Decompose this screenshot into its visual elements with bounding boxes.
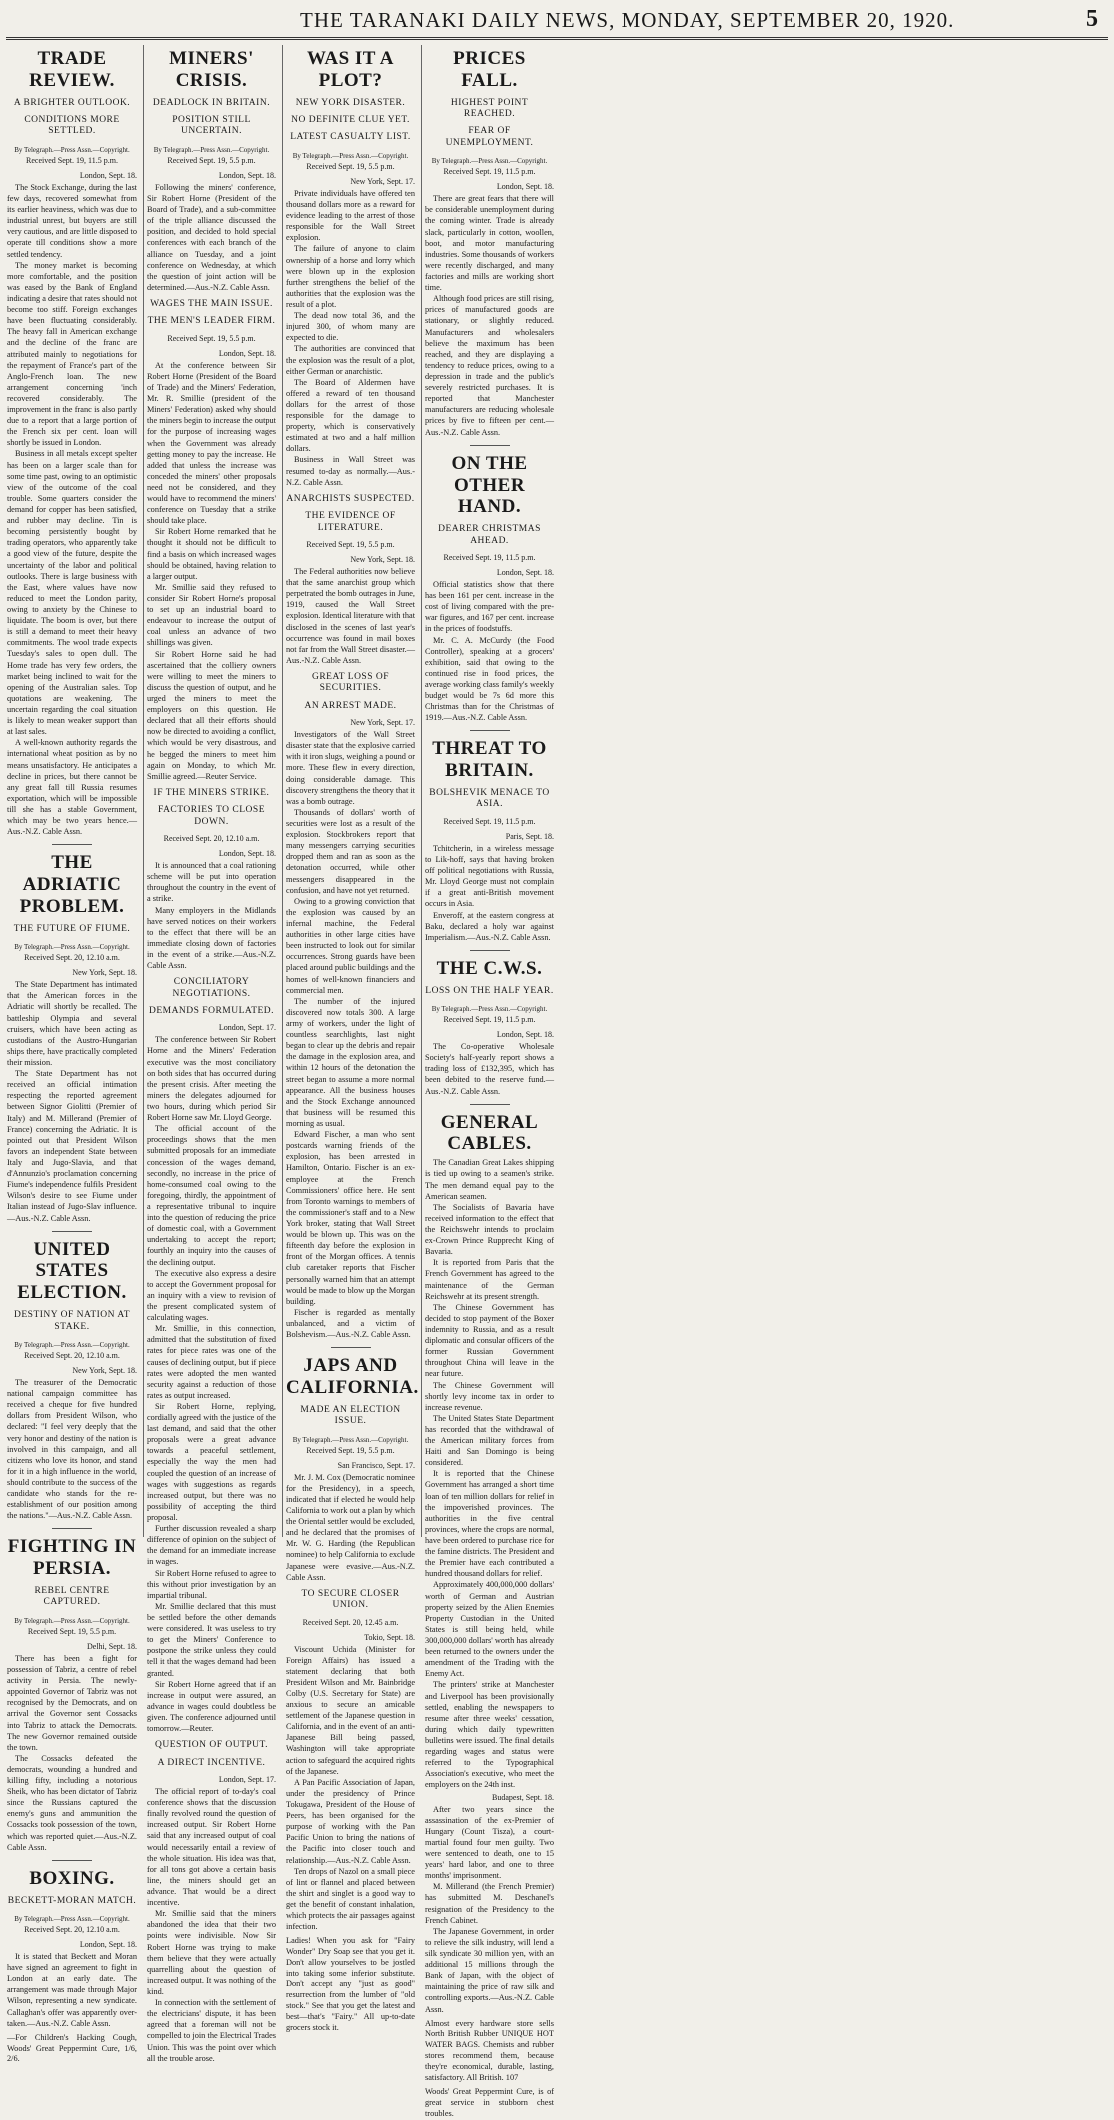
paragraph: Mr. Smillie declared that this must be settled before the other demands were considered. It was useless to try to get the Miners' Conference to postpone the strike unless they could tell it that the wages demand had been granted. xyxy=(147,1601,276,1678)
paragraph: There has been a fight for possession of Tabriz, a centre of rebel activity in Persia. The newly-appointed Governor of Tabriz was not recognised by the Democrats, and on arrival the Governor sent Cossacks into Tabriz to attack the Democrats. The new Governor remained outside the town. xyxy=(7,1653,137,1752)
paragraph: It is stated that Beckett and Moran have signed an agreement to fight in London at an early date. The arrangement was made through Major Wilson, representing a new syndicate. Callaghan's offer was apparently over-taken.—Aus.-N.Z. Cable Assn. xyxy=(7,1952,137,2028)
subheading: DEARER CHRISTMAS AHEAD. xyxy=(438,524,541,546)
subheading: BECKETT-MORAN MATCH. xyxy=(7,1895,137,1906)
byline: By Telegraph.—Press Assn.—Copyright. xyxy=(14,145,130,154)
dateline: Tokio, Sept. 18. xyxy=(364,1632,415,1642)
paragraph: Sir Robert Horne, replying, cordially agreed with the justice of the last demand, and said that the other proposals were a great advance towards a peaceful settlement, especially the way the men had coupled the question of an increase of wages with suggestions as regards increased output, but there was no possibility of accepting the third proposal. xyxy=(147,1401,276,1523)
received-line: Received Sept. 19, 5.5 p.m. xyxy=(306,539,395,549)
dateline: London, Sept. 18. xyxy=(496,567,554,577)
subheading: NEW YORK DISASTER. xyxy=(295,97,406,108)
paragraph: Many employers in the Midlands have served notices on their workers to the effect that there will be an immediate closing down of factories in the event of a strike.—Aus.-N.Z. Cable Assn. xyxy=(147,905,276,971)
masthead xyxy=(0,0,1114,42)
dateline: New York, Sept. 17. xyxy=(350,176,415,186)
paragraph: The State Department has intimated that the American forces in the Adriatic will shortly be recalled. The battleship Olympia and several cruisers, which have been acting as custodians of the Austro-Hungarian ships there, have practically completed their mission. xyxy=(7,980,137,1067)
subheading: QUESTION OF OUTPUT. xyxy=(154,1740,269,1751)
byline: By Telegraph.—Press Assn.—Copyright. xyxy=(14,1616,130,1625)
paragraph: Sir Robert Horne agreed that if an increase in output were assured, an advance in wages could doubtless be given. The conference adjourned until tomorrow.—Reuter. xyxy=(147,1679,276,1734)
subheading: LOSS ON THE HALF YEAR. xyxy=(425,985,554,996)
paragraph: The Board of Aldermen have offered a reward of ten thousand dollars for the arrest of those responsible for the damage to property, which is conservatively estimated at two and a half million dollars. xyxy=(286,377,415,454)
paragraph: Official statistics show that there has been 161 per cent. increase in the cost of living compared with the pre-war figures, and 167 per cent. increase in the prices of foodstuffs. xyxy=(425,579,554,634)
received-line: Received Sept. 20, 12.10 a.m. xyxy=(24,1350,120,1360)
headline: THREAT TO BRITAIN. xyxy=(432,738,547,782)
headline: WAS IT A PLOT? xyxy=(306,48,395,91)
paragraph: After two years since the assassination of the ex-Premier of Hungary (Count Tisza), a court-martial found four men guilty. Two were sentenced to death, one to 15 years' hard labor, and one to three months' imprisonment. xyxy=(425,1804,554,1881)
byline: By Telegraph.—Press Assn.—Copyright. xyxy=(431,1005,548,1014)
paragraph: Mr. Smillie said that the miners abandoned the idea that their two points were indivisible. Now Sir Robert Horne was trying to make them believe that they were actually quarrelling about the question of increased output. It was nothing of the kind. xyxy=(147,1909,276,1996)
subheading: A DIRECT INCENTIVE. xyxy=(157,1757,266,1768)
headline: BOXING. xyxy=(29,1867,115,1889)
masthead-rule xyxy=(6,37,1108,40)
dateline: London, Sept. 18. xyxy=(218,170,276,180)
paragraph: M. Millerand (the French Premier) has submitted M. Deschanel's resignation of the Presidency to the French Cabinet. xyxy=(425,1882,554,1925)
paragraph: Mr. Smillie said they refused to consider Sir Robert Horne's proposal to set up an industrial board to endeavour to increase the output of coal unless an advance of two shillings was given. xyxy=(147,582,276,648)
paragraph: Sir Robert Horne said he had ascertained that the colliery owners were willing to meet the miners to discuss the question of output, and he urged the miners to meet the employers on this question. He declared that all their efforts should now be directed to avoiding a conflict, which would be very disastrous, and he begged the miners to meet him again on Monday, to which Mr. Smillie agreed.—Reuter Service. xyxy=(147,649,276,781)
paragraph: A well-known authority regards the international wheat position as by no means unsatisfactory. He anticipates a decline in prices, but there cannot be any great fall till Russia resumes exportation, which will be impossible till she has a stable Government, which may be two years hence.—Aus.-N.Z. Cable Assn. xyxy=(7,738,137,837)
headline: THE ADRIATIC PROBLEM. xyxy=(19,852,125,917)
dateline: London, Sept. 18. xyxy=(496,1030,554,1040)
paragraph: Approximately 400,000,000 dollars' worth of German and Austrian property seized by the Alien Enemies Property Custodian in the United States is still being held, while 300,000,000 dollars' worth has already been returned to the owners under the amendment of the Trading with the Enemy Act. xyxy=(425,1580,554,1679)
received-line: Received Sept. 19, 5.5 p.m. xyxy=(306,1445,395,1455)
received-line: Received Sept. 19, 11.5 p.m. xyxy=(443,816,536,826)
paragraph: The Socialists of Bavaria have received information to the effect that the Reichswehr intends to proclaim ex-Crown Prince Rupprecht King of Bavaria. xyxy=(425,1202,554,1257)
paragraph: A Pan Pacific Association of Japan, under the presidency of Prince Tokugawa, President of the House of Peers, has been organised for the purpose of working with the Pan Pacific Union to bring the nations of the Pacific into closer touch and relationship.—Aus.-N.Z. Cable Assn. xyxy=(286,1777,415,1865)
subheading: REBEL CENTRE CAPTURED. xyxy=(34,1586,110,1608)
subheading: BOLSHEVIK MENACE TO ASIA. xyxy=(429,788,550,810)
paragraph: The Federal authorities now believe that the same anarchist group which perpetrated the bomb outrages in June, 1919, caused the Wall Street explosion. Identical literature with that disclosed in the scenes of last year's occurrence was found in mail boxes not far from the Wall Street disaster.—Aus.-N.Z. Cable Assn. xyxy=(286,566,415,665)
subheading: HIGHEST POINT REACHED. xyxy=(450,97,529,120)
received-line: Received Sept. 20, 12.10 a.m. xyxy=(24,953,120,963)
article-separator xyxy=(331,1347,371,1348)
article-separator xyxy=(52,1231,92,1232)
subheading: LATEST CASUALTY LIST. xyxy=(290,132,411,143)
byline: By Telegraph.—Press Assn.—Copyright. xyxy=(431,157,548,166)
headline: THE C.W.S. xyxy=(436,957,543,979)
article-separator xyxy=(470,1104,510,1105)
paragraph: Further discussion revealed a sharp difference of opinion on the subject of the demand for an immediate increase in wages. xyxy=(147,1524,276,1567)
paragraph: It is announced that a coal rationing scheme will be put into operation throughout the country in the event of a strike. xyxy=(147,861,276,904)
byline: By Telegraph.—Press Assn.—Copyright. xyxy=(292,151,409,160)
dateline: New York, Sept. 18. xyxy=(72,968,137,978)
subheading: GREAT LOSS OF SECURITIES. xyxy=(311,671,390,694)
headline: MINERS' CRISIS. xyxy=(169,48,254,91)
paragraph: The State Department has not received an official intimation respecting the reported agreement between Signor Giolitti (Premier of Italy) and M. Millerand (Premier of France) concerning the Adriatic. It is pointed out that President Wilson favors an independent State between Italy and Jugo-Slavia, and that d'Annunzio's proclamation concerning Fiume's independence fulfils President Wilson's desire to see Fiume under Italian instead of Jugo-Slav influence.—Aus.-N.Z. Cable Assn. xyxy=(7,1069,137,1223)
subheading: DEADLOCK IN BRITAIN. xyxy=(152,97,271,108)
advertisement: Woods' Great Peppermint Cure, is of great service in stubborn chest troubles. xyxy=(425,2087,554,2118)
advertisement: Ladies! When you ask for "Fairy Wonder" Dry Soap see that you get it. Don't allow yourselves to be jostled into taking some inferior substitute. Don't accept any "just as good" resurrection from the lumber of "old stock." See that you get the latest and best—that's "Fairy." All up-to-date grocers stock it. xyxy=(286,1936,415,2032)
dateline: Paris, Sept. 18. xyxy=(505,831,554,841)
headline: TRADE REVIEW. xyxy=(29,48,115,91)
page-number: 5 xyxy=(1086,6,1098,32)
subheading: THE FUTURE OF FIUME. xyxy=(13,923,131,934)
paragraph: The failure of anyone to claim ownership of a horse and lorry which were blown up in the explosion further strengthens the belief of the authorities that the explosion was the result of a plot. xyxy=(286,244,415,309)
subheading: A BRIGHTER OUTLOOK. xyxy=(13,97,131,108)
headline: ON THE OTHER HAND. xyxy=(451,452,528,518)
dateline: London, Sept. 17. xyxy=(218,1023,276,1033)
column-2 xyxy=(143,45,279,2063)
paragraph: Business in all metals except spelter has been on a larger scale than for some time past, owing to an optimistic view of the outcome of the coal trouble. Some quarters consider the demand for copper has been satisfied, and rubber may decline. Tin is becoming persistently bought by trading operators, who apparently take a good view of the future, despite the uncertainty of the labor and political outlooks. There is large business with the East, where values have now reduced to meet the London parity, owing to anxiety by the Chinese to liquidate. The boom is over, but there is still a demand to meet their heavy commitments. The wool trade expects Tuesday's sales to open dull. The Home trade has very few orders, the market being inclined to wait for the opening of the Australian sales. Top quotations are weakening. The uncertain regarding the coal situation is likely to mean weaker support than at last sales. xyxy=(7,449,137,737)
byline: By Telegraph.—Press Assn.—Copyright. xyxy=(292,1435,409,1444)
dateline: London, Sept. 18. xyxy=(79,1940,137,1950)
paragraph: Tchitcherin, in a wireless message to Lik-hoff, says that having broken off political negotiations with Russia, Mr. Lloyd George must not complain if a great anti-British movement occurs in Asia. xyxy=(425,843,554,909)
subheading: WAGES THE MAIN ISSUE. xyxy=(150,298,273,309)
dateline: New York, Sept. 17. xyxy=(350,718,415,728)
paragraph: Ten drops of Nazol on a small piece of lint or flannel and placed between the shirt and singlet is a good way to get the benefit of constant inhalation, which protects the air passages against infection. xyxy=(286,1866,415,1932)
paragraph: Edward Fischer, a man who sent postcards warning friends of the explosion, has been arrested in Hamilton, Ontario. Fischer is an ex-employee at the French Commissioners' office here. He sent from Toronto warnings to members of the commissioner's staff and to a New York broker, stating that Wall Street would be blown up. This was on the fifteenth day before the explosion in front of the Morgan offices. A tennis club caretaker reports that Fischer personally warned him that an attempt would be made to blow up the Morgan building. xyxy=(286,1130,415,1306)
received-line: Received Sept. 19, 11.5 p.m. xyxy=(443,1015,536,1025)
paragraph: It is reported that the Chinese Government has arranged a short time loan of ten million dollars for relief in the impoverished provinces. The authorities in the five central provinces, where the crops are normal, have been ordered to purchase rice for the famine districts. The President and the Premier have each contributed a hundred thousand dollars for relief. xyxy=(425,1469,554,1579)
dateline: Delhi, Sept. 18. xyxy=(87,1641,137,1651)
advertisement: —For Children's Hacking Cough, Woods' Great Peppermint Cure, 1/6, 2/6. xyxy=(7,2032,137,2064)
paragraph: Mr. C. A. McCurdy (the Food Controller), speaking at a grocers' exhibition, said that owing to the continued rise in food prices, the average working class family's weekly budget would be 7s 6d more this Christmas than for the Christmas of 1919.—Aus.-N.Z. Cable Assn. xyxy=(425,635,554,723)
subheading: DESTINY OF NATION AT STAKE. xyxy=(14,1310,130,1332)
column-1 xyxy=(4,45,140,2064)
received-line: Received Sept. 19, 5.5 p.m. xyxy=(167,155,256,165)
headline: PRICES FALL. xyxy=(453,48,526,91)
paragraph: Business in Wall Street was resumed to-day as normally.—Aus.-N.Z. Cable Assn. xyxy=(286,455,415,487)
column-4 xyxy=(421,45,557,2118)
advertisement: Almost every hardware store sells North British Rubber UNIQUE HOT WATER BAGS. Chemists and rubber stores recommend them, because they're economical, durable, lasting, satisfactory. All British. 107 xyxy=(425,2018,554,2082)
received-line: Received Sept. 19, 11.5 p.m. xyxy=(443,167,536,177)
subheading: DEMANDS FORMULATED. xyxy=(148,1005,275,1016)
paragraph: Thousands of dollars' worth of securities were lost as a result of the explosion. Stockbrokers report that many messengers carrying securities dropped them and ran as soon as the detonation occurred, while other messengers disappeared in the confusion, and have not yet returned. xyxy=(286,807,415,895)
headline: GENERAL CABLES. xyxy=(440,1111,539,1155)
received-line: Received Sept. 19, 5.5 p.m. xyxy=(167,333,256,343)
received-line: Received Sept. 19, 5.5 p.m. xyxy=(27,1626,117,1636)
paragraph: The authorities are convinced that the explosion was the result of a plot, either German or anarchistic. xyxy=(286,344,415,376)
dateline: Budapest, Sept. 18. xyxy=(492,1792,554,1802)
subheading: CONCILIATORY NEGOTIATIONS. xyxy=(172,977,251,999)
byline: By Telegraph.—Press Assn.—Copyright. xyxy=(153,145,270,154)
paragraph: The Canadian Great Lakes shipping is tied up owing to a seamen's strike. The men demand equal pay to the American seamen. xyxy=(425,1158,554,1201)
dateline: New York, Sept. 18. xyxy=(72,1365,137,1375)
paragraph: The United States State Department has recorded that the withdrawal of the American military forces from Haiti and San Domingo is being considered. xyxy=(425,1413,554,1468)
paragraph: The executive also express a desire to accept the Government proposal for an inquiry with a view to revision of the present complicated system of calculating wages. xyxy=(147,1268,276,1323)
column-3 xyxy=(282,45,419,2032)
subheading: MADE AN ELECTION ISSUE. xyxy=(300,1404,401,1427)
subheading: FEAR OF UNEMPLOYMENT. xyxy=(445,126,534,148)
article-separator xyxy=(470,730,510,731)
subheading: NO DEFINITE CLUE YET. xyxy=(291,115,410,126)
paragraph: At the conference between Sir Robert Horne (President of the Board of Trade) and the Miners' Federation, Mr. R. Smillie (president of the Miners' Federation) asked why should the miners begin to increase the output for the purpose of increasing wages when the Government was already getting money to pay the increase. He added that unless the increase was conceded the miners' other proposals need not be considered, and they would have to recommend the miners' conference on Tuesday that a strike should take place. xyxy=(147,360,276,526)
paragraph: The dead now total 36, and the injured 300, of whom many are expected to die. xyxy=(286,311,415,343)
subheading: THE MEN'S LEADER FIRM. xyxy=(147,316,276,327)
paragraph: The number of the injured discovered now totals 300. A large army of workers, under the light of countless searchlights, last night began to clear up the debris and repair the damage in the explosion area, and within 12 hours of the detonation the street began to assume a more normal appearance. All the business houses and the Stock Exchange announced that business will be resumed this morning as usual. xyxy=(286,996,415,1128)
paragraph: Fischer is regarded as mentally unbalanced, and a victim of Bolshevism.—Aus.-N.Z. Cable Assn. xyxy=(286,1307,415,1340)
paragraph: The official account of the proceedings shows that the men submitted proposals for an immediate concession of the wages demand, secondly, no increase in the price of home-consumed coal owing to the foregoing, thirdly, the appointment of a representative tribunal to inquire into the question of reducing the price of domestic coal, with a Government undertaking to accept the report; fourthly an inquiry into the causes of the declining output. xyxy=(147,1124,276,1267)
dateline: London, Sept. 18. xyxy=(218,348,276,358)
paragraph: The Stock Exchange, during the last few days, recovered somewhat from its earlier heaviness, which was due to industrial unrest, but buyers are still very cautious, and are little disposed to operate till conditions show a more settled tendency. xyxy=(7,182,137,259)
subheading: ANARCHISTS SUSPECTED. xyxy=(286,493,415,504)
received-line: Received Sept. 19, 11.5 p.m. xyxy=(26,155,118,165)
paragraph: Private individuals have offered ten thousand dollars more as a reward for evidence leading to the arrest of those responsible for the Wall Street explosion. xyxy=(286,188,415,243)
headline: JAPS AND CALIFORNIA. xyxy=(286,1355,419,1398)
paragraph: The Cossacks defeated the democrats, wounding a hundred and killing fifty, including a notorious Sheik, who has been dictator of Tabriz since the Russians captured the enemy's guns and ammunition the Cossacks took possession of the town, which was reported quiet.—Aus.-N.Z. Cable Assn. xyxy=(7,1753,137,1852)
received-line: Received Sept. 20, 12.10 a.m. xyxy=(24,1925,120,1935)
paragraph: Owing to a growing conviction that the explosion was caused by an infernal machine, the Federal authorities in other large cities have been instructed to look out for similar occurrences. Strong guards have been placed around public buildings and the homes of well-known financiers and commercial men. xyxy=(286,896,415,995)
headline: UNITED STATES ELECTION. xyxy=(17,1238,127,1304)
subheading: THE EVIDENCE OF LITERATURE. xyxy=(305,511,396,533)
subheading: CONDITIONS MORE SETTLED. xyxy=(24,115,120,137)
paragraph: Investigators of the Wall Street disaster state that the explosive carried with it iron slugs, weighing a pound or more. These flew in every direction, doing considerable damage. This discovery strengthens the theory that it was a bomb outrage. xyxy=(286,730,415,806)
article-separator xyxy=(52,1528,92,1529)
paragraph: Mr. Smillie, in this connection, admitted that the substitution of fixed rates for piece rates was one of the causes of declining output, but if piece rates were adopted the men wanted security against a reduction of those rates as output increased. xyxy=(147,1324,276,1400)
paragraph: Enveroff, at the eastern congress at Baku, declared a holy war against Imperialism.—Aus.-N.Z. Cable Assn. xyxy=(425,910,554,942)
dateline: London, Sept. 18. xyxy=(79,170,137,180)
paragraph: Viscount Uchida (Minister for Foreign Affairs) has issued a statement declaring that both President Wilson and Mr. Bainbridge Colby (U.S. Secretary for State) are anxious to secure an amicable settlement of the Japanese question in California, and in the event of an anti-Japanese Bill being passed, Washington will take appropriate action to safeguard the acquired rights of the Japanese. xyxy=(286,1644,415,1776)
paragraph: Sir Robert Horne remarked that he thought it should not be difficult to find a basis on which increased wages should be obtained, having relation to a larger output. xyxy=(147,527,276,581)
article-separator xyxy=(52,844,92,845)
paragraph: The conference between Sir Robert Horne and the Miners' Federation executive was the most conciliatory on both sides that has occurred during the present crisis. After meeting the miners the delegates adjourned for two hours, during which period Sir Robert Horne saw Mr. Lloyd George. xyxy=(147,1035,276,1123)
received-line: Received Sept. 20, 12.45 a.m. xyxy=(302,1617,399,1627)
paragraph: The official report of to-day's coal conference shows that the discussion finally revolved round the question of increased output. Sir Robert Horne said that any increased output of coal would necessarily entail a review of the whole situation. His idea was that, for all tons got above a certain basis line, the miners should get an advance. That would be a direct incentive. xyxy=(147,1787,276,1908)
paragraph: The Chinese Government has decided to stop payment of the Boxer indemnity to Russia, and as a result diplomatic and consular officers of the former Russian Government throughout China will leave in the near future. xyxy=(425,1302,554,1379)
subheading: IF THE MINERS STRIKE. xyxy=(153,787,270,798)
paragraph: Following the miners' conference, Sir Robert Horne (President of the Board of Trade), and a sub-committee of the triple alliance discussed the position, and decided to hold special conferences with each branch of the alliance on Tuesday, and a joint conference on Wednesday, at which the question of joint action will be determined.—Aus.-N.Z. Cable Assn. xyxy=(147,182,276,292)
paragraph: It is reported from Paris that the French Government has agreed to the maintenance of the German Reichswehr at its present strength. xyxy=(425,1258,554,1301)
article-separator xyxy=(52,1860,92,1861)
paragraph: The Chinese Government will shortly levy income tax in order to increase revenue. xyxy=(425,1380,554,1412)
received-line: Received Sept. 20, 12.10 a.m. xyxy=(163,834,260,844)
paragraph: The printers' strike at Manchester and Liverpool has been provisionally settled, enabling the newspapers to resume after three weeks' cessation, during which daily typewritten bulletins were issued. The final details regarding wages and status were referred to the Typographical Association's executive, who meet the employers on the 24th inst. xyxy=(425,1680,554,1790)
paragraph: The treasurer of the Democratic national campaign committee has received a cheque for five hundred dollars from President Wilson, who declared: "I feel very deeply that the very honor and destiny of the nation is involved in this campaign, and all citizens who love its honor, and stand for it in a high influence in the world, should contribute to the success of the candidate who stands for the re-establishment of our position among the nations."—Aus.-N.Z. Cable Assn. xyxy=(7,1377,137,1521)
paragraph: Although food prices are still rising, prices of manufactured goods are stationary, or slightly reduced. Manufacturers and wholesalers believe the maximum has been reached, and they are displaying a tendency to reduce prices, owing to a depression in trade and the public's severely restricted purchases. It is reported that Manchester manufacturers are reducing wholesale prices by five to fifteen per cent.—Aus.-N.Z. Cable Assn. xyxy=(425,294,554,437)
dateline: London, Sept. 18. xyxy=(496,182,554,192)
received-line: Received Sept. 19, 11.5 p.m. xyxy=(443,552,536,562)
subheading: FACTORIES TO CLOSE DOWN. xyxy=(157,805,265,827)
byline: By Telegraph.—Press Assn.—Copyright. xyxy=(14,943,130,952)
paragraph: The Co-operative Wholesale Society's half-yearly report shows a trading loss of £132,395, which has been debited to the reserve fund.—Aus.-N.Z. Cable Assn. xyxy=(425,1042,554,1096)
paragraph: Sir Robert Horne refused to agree to this without prior investigation by an impartial tribunal. xyxy=(147,1568,276,1600)
paragraph: There are great fears that there will be considerable unemployment during the coming winter. Trade is already slack, particularly in cotton, woollen, boot, and motor manufacturing industries. Some thousands of workers were recently discharged, and many factories and mills are working short time. xyxy=(425,194,554,293)
received-line: Received Sept. 19, 5.5 p.m. xyxy=(306,161,395,171)
article-separator xyxy=(470,445,510,446)
subheading: POSITION STILL UNCERTAIN. xyxy=(172,115,251,137)
byline: By Telegraph.—Press Assn.—Copyright. xyxy=(14,1340,130,1349)
dateline: London, Sept. 18. xyxy=(218,849,276,859)
newspaper-title: THE TARANAKI DAILY NEWS, MONDAY, SEPTEMBER 20, 1920. xyxy=(300,8,955,32)
paragraph: The Japanese Government, in order to relieve the silk industry, will lend a silk syndicate 30 million yen, with an additional 15 millions through the Bank of Japan, with the object of maintaining the price of raw silk and controlling exports.—Aus.-N.Z. Cable Assn. xyxy=(425,1926,554,2014)
article-separator xyxy=(470,950,510,951)
paragraph: In connection with the settlement of the electricians' dispute, it has been agreed that a foreman will not be compelled to join the Electrical Trades Union. This was the point over which all the trouble arose. xyxy=(147,1998,276,2063)
dateline: London, Sept. 17. xyxy=(218,1775,276,1784)
subheading: TO SECURE CLOSER UNION. xyxy=(301,1588,400,1611)
subheading: AN ARREST MADE. xyxy=(304,700,397,711)
headline: FIGHTING IN PERSIA. xyxy=(7,1536,137,1580)
dateline: San Francisco, Sept. 17. xyxy=(337,1460,415,1470)
dateline: New York, Sept. 18. xyxy=(350,554,415,564)
byline: By Telegraph.—Press Assn.—Copyright. xyxy=(14,1915,130,1924)
paragraph: The money market is becoming more comfortable, and the position was eased by the Bank of England indicating a desire that rates should not become too stiff. Foreign exchanges have been fluctuating considerably. The heavy fall in American exchange and the decline of the franc are attributed mainly to negotiations for the repayment of France's part of the Anglo-French loan. The new arrangement concerning 'inch recovered considerably. The improvement in the franc is also partly due to a report that a large portion of the French six per cent. loan will shortly be issued in London. xyxy=(7,260,137,448)
paragraph: Mr. J. M. Cox (Democratic nominee for the Presidency), in a speech, indicated that if elected he would help California to work out a plan by which the Oriental settler would be excluded, and he declared that the promises of Mr. W. G. Harding (the Republican nominee) to help California to exclude Japanese were evasive.—Aus.-N.Z. Cable Assn. xyxy=(286,1472,415,1582)
